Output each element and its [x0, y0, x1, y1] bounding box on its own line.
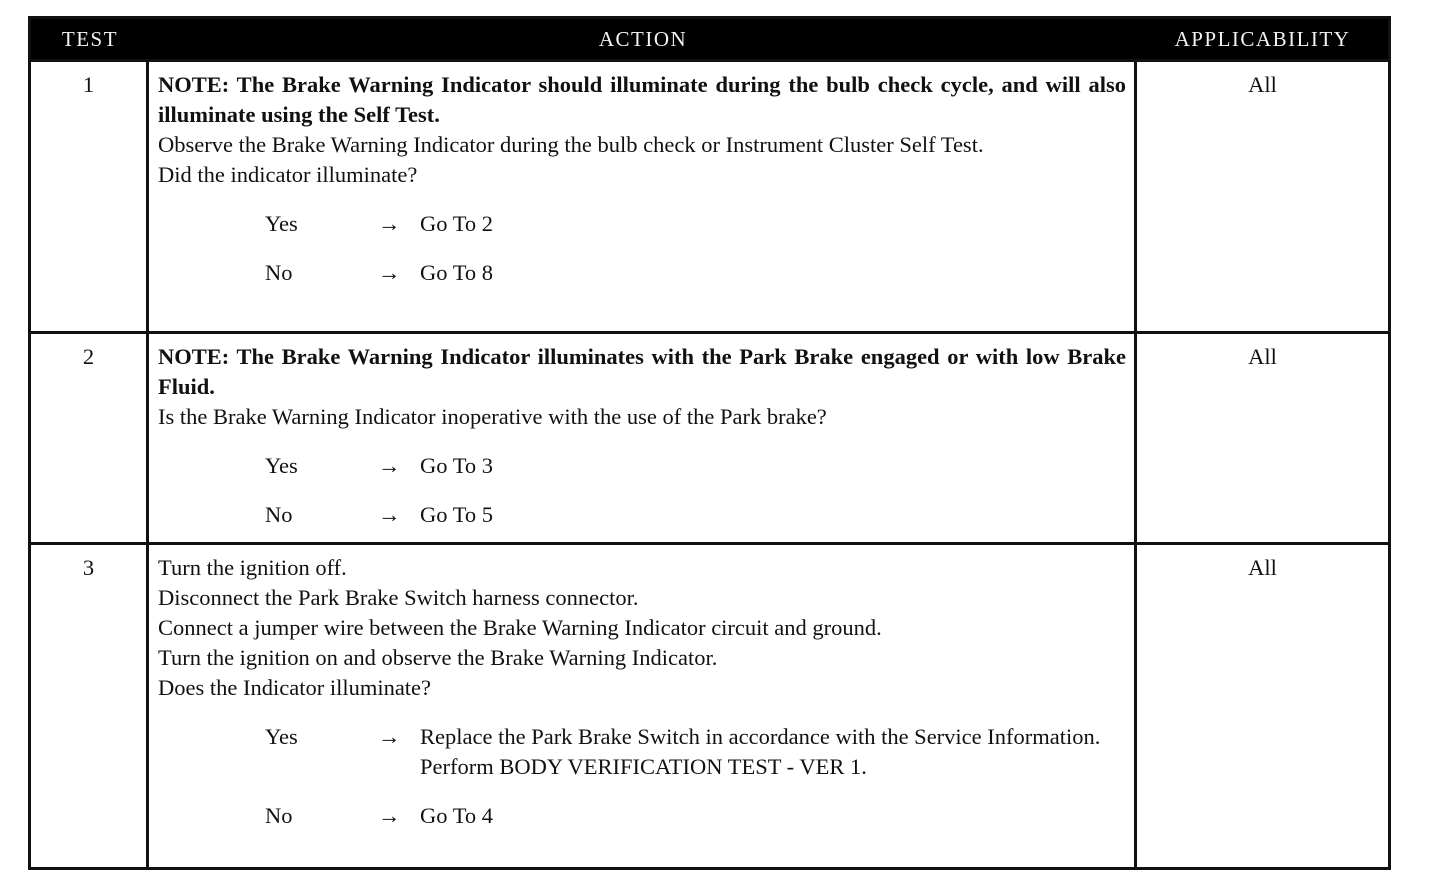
yes-result [420, 451, 1126, 481]
no-answer [265, 500, 1126, 530]
answer-block [158, 722, 1126, 831]
instruction-line: Disconnect the Park Brake Switch harness connector. [158, 585, 639, 610]
action-cell-1 [149, 59, 1137, 331]
result-line: Go To 3 [420, 453, 494, 478]
test-number-3: 3 [31, 542, 149, 867]
arrow-right-icon: → [378, 803, 401, 828]
yes-answer [265, 209, 1126, 239]
action-cell-3 [149, 542, 1137, 867]
yes-result [420, 209, 1126, 239]
test-number-2: 2 [31, 331, 149, 542]
note-text: NOTE: The Brake Warning Indicator illuminates with the Park Brake engaged or with low Brake Fluid. [158, 344, 1126, 399]
header-applicability: APPLICABILITY [1137, 19, 1388, 59]
diagnostic-test-table [28, 16, 1391, 870]
yes-result [420, 722, 1126, 782]
result-line: Go To 5 [420, 502, 494, 527]
yes-label: Yes [265, 453, 298, 478]
instruction-line: Turn the ignition off. [158, 555, 347, 580]
yes-label: Yes [265, 724, 298, 749]
arrow-right-icon: → [378, 502, 401, 527]
yes-answer [265, 451, 1126, 481]
header-test: TEST [31, 19, 149, 59]
instruction-line: Is the Brake Warning Indicator inoperative with the use of the Park brake? [158, 404, 827, 429]
arrow-right-icon: → [378, 211, 401, 236]
no-label: No [265, 502, 293, 527]
yes-label: Yes [265, 211, 298, 236]
no-result [420, 801, 1126, 831]
answer-block [158, 209, 1126, 288]
applicability-3: All [1137, 542, 1388, 867]
applicability-1: All [1137, 59, 1388, 331]
no-label: No [265, 803, 293, 828]
no-label: No [265, 260, 293, 285]
result-line: Go To 8 [420, 260, 494, 285]
instruction-line: Does the Indicator illuminate? [158, 675, 432, 700]
instruction-line: Did the indicator illuminate? [158, 162, 418, 187]
result-line: Replace the Park Brake Switch in accordance with the Service Information. [420, 724, 1101, 749]
instruction-line: Turn the ignition on and observe the Brake Warning Indicator. [158, 645, 718, 670]
applicability-2: All [1137, 331, 1388, 542]
test-number-1: 1 [31, 59, 149, 331]
arrow-right-icon: → [378, 453, 401, 478]
result-line: Perform BODY VERIFICATION TEST - VER 1. [420, 754, 867, 779]
note-text: NOTE: The Brake Warning Indicator should illuminate during the bulb check cycle, and will also illuminate using the Self Test. [158, 72, 1126, 127]
header-action: ACTION [149, 19, 1137, 59]
answer-block [158, 451, 1126, 530]
action-cell-2 [149, 331, 1137, 542]
no-answer [265, 801, 1126, 831]
no-answer [265, 258, 1126, 288]
yes-answer [265, 722, 1126, 782]
instruction-line: Observe the Brake Warning Indicator during the bulb check or Instrument Cluster Self Test. [158, 132, 984, 157]
result-line: Go To 4 [420, 803, 494, 828]
no-result [420, 500, 1126, 530]
no-result [420, 258, 1126, 288]
instruction-line: Connect a jumper wire between the Brake Warning Indicator circuit and ground. [158, 615, 882, 640]
result-line: Go To 2 [420, 211, 494, 236]
arrow-right-icon: → [378, 260, 401, 285]
arrow-right-icon: → [378, 724, 401, 749]
